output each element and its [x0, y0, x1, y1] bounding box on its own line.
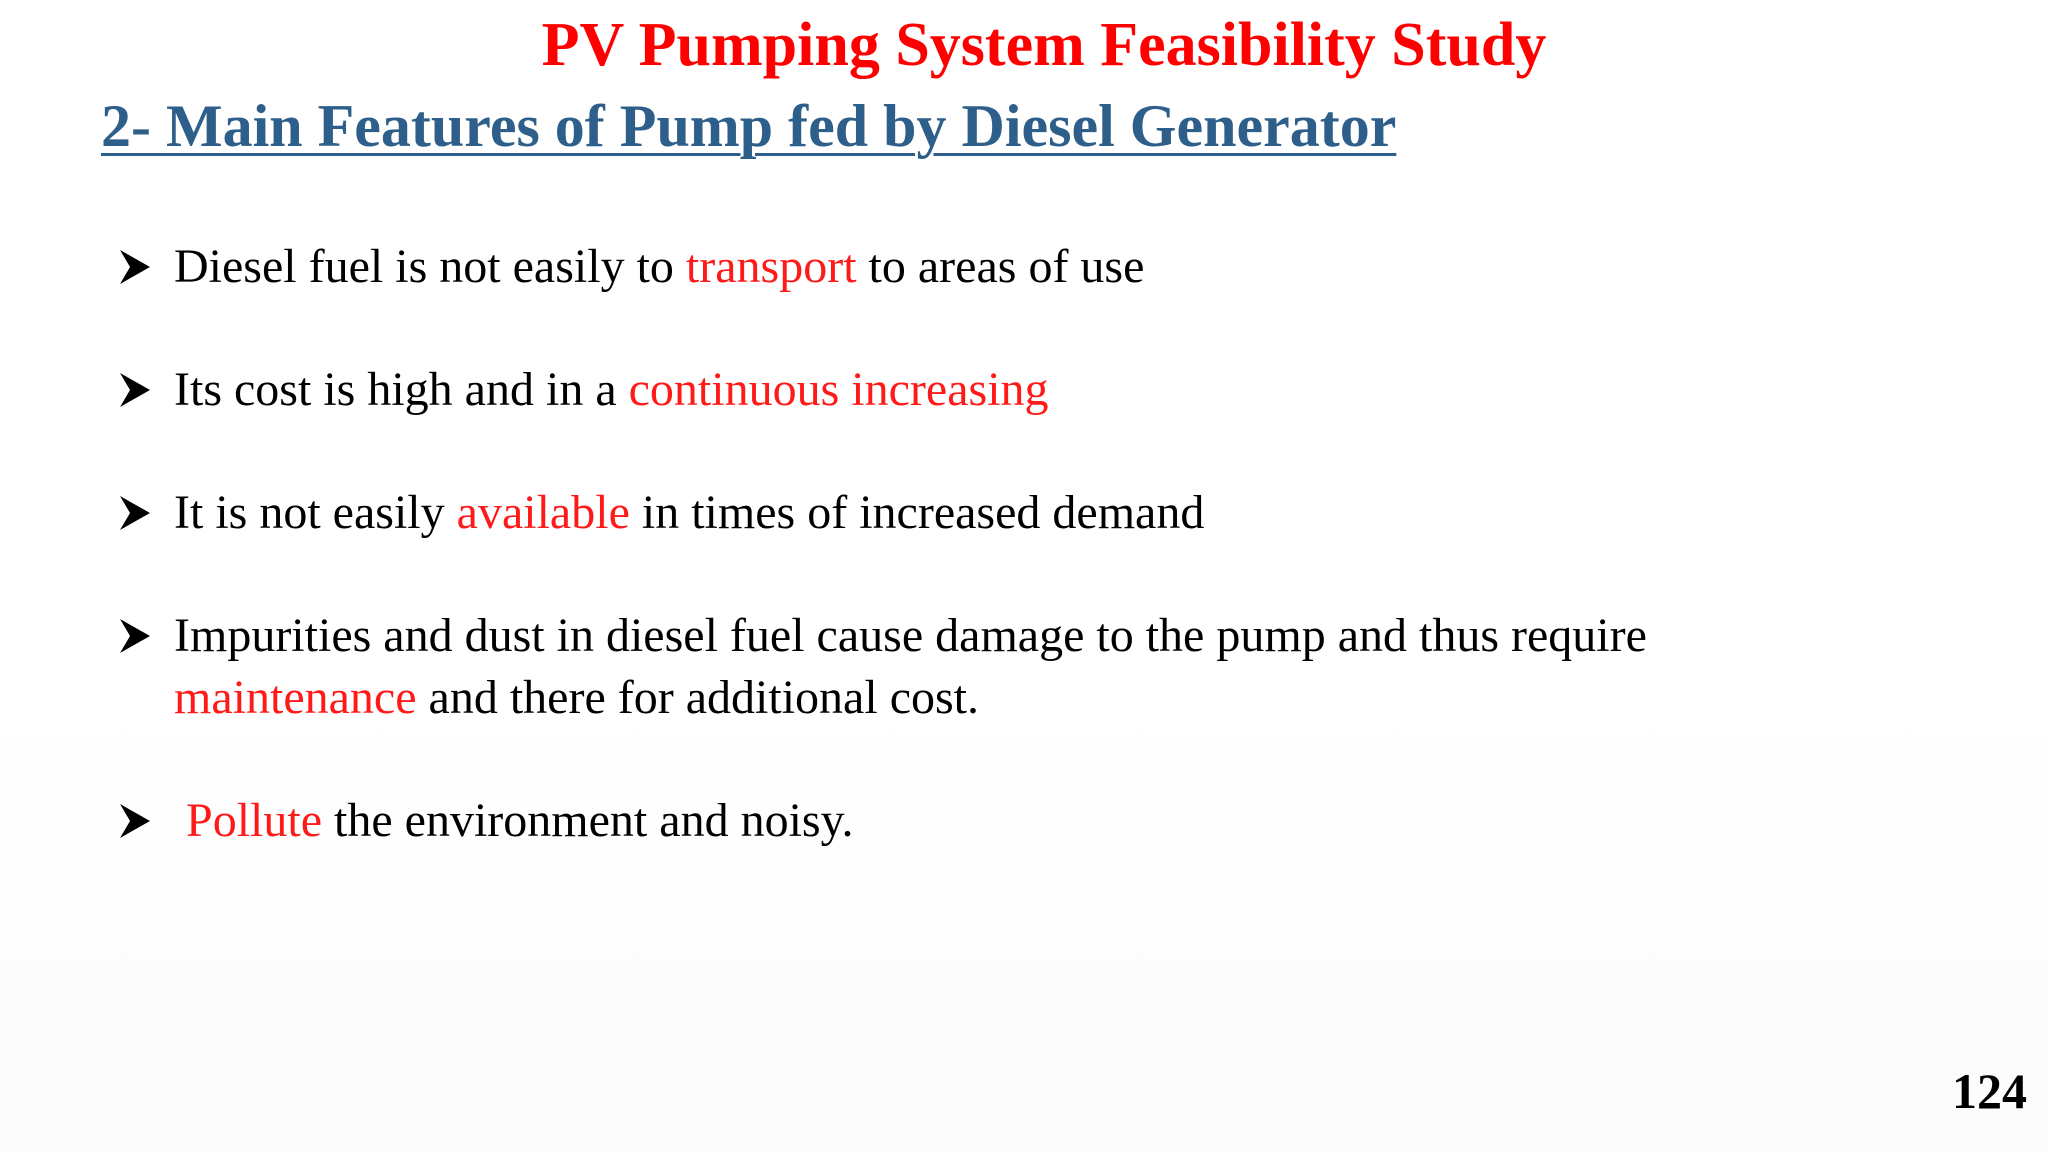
bullet-item [118, 236, 1738, 298]
bullet-text: the environment and noisy. [322, 794, 854, 847]
bullet-text: in times of increased demand [629, 486, 1205, 539]
bullet-highlight: available [456, 486, 630, 539]
page-number: 124 [1952, 1063, 2027, 1119]
bullet-text: It is not easily [174, 486, 457, 539]
bullet-item [118, 790, 1738, 852]
bullet-text: Impurities and dust in diesel fuel cause damage to the pump and thus require [174, 609, 1647, 662]
bullet-text: Diesel fuel is not easily to [174, 240, 686, 293]
slide-title: PV Pumping System Feasibility Study [541, 11, 1547, 79]
bullet-highlight: maintenance [174, 671, 417, 724]
bullet-item [118, 359, 1738, 421]
section-heading: 2- Main Features of Pump fed by Diesel Generator [101, 93, 1397, 159]
bullet-list [118, 236, 1738, 913]
bullet-highlight: transport [685, 240, 857, 293]
bullet-highlight: continuous increasing [628, 363, 1049, 416]
bullet-text [174, 794, 186, 847]
bullet-highlight: Pollute [186, 794, 323, 847]
arrow-bullet-icon [118, 248, 152, 286]
bullet-text: and there for additional cost. [416, 671, 980, 724]
arrow-bullet-icon [118, 802, 152, 840]
arrow-bullet-icon [118, 494, 152, 532]
bullet-text: to areas of use [856, 240, 1145, 293]
bullet-item [118, 482, 1738, 544]
bullet-text: Its cost is high and in a [174, 363, 629, 416]
bullet-item [118, 605, 1738, 729]
arrow-bullet-icon [118, 617, 152, 655]
arrow-bullet-icon [118, 371, 152, 409]
